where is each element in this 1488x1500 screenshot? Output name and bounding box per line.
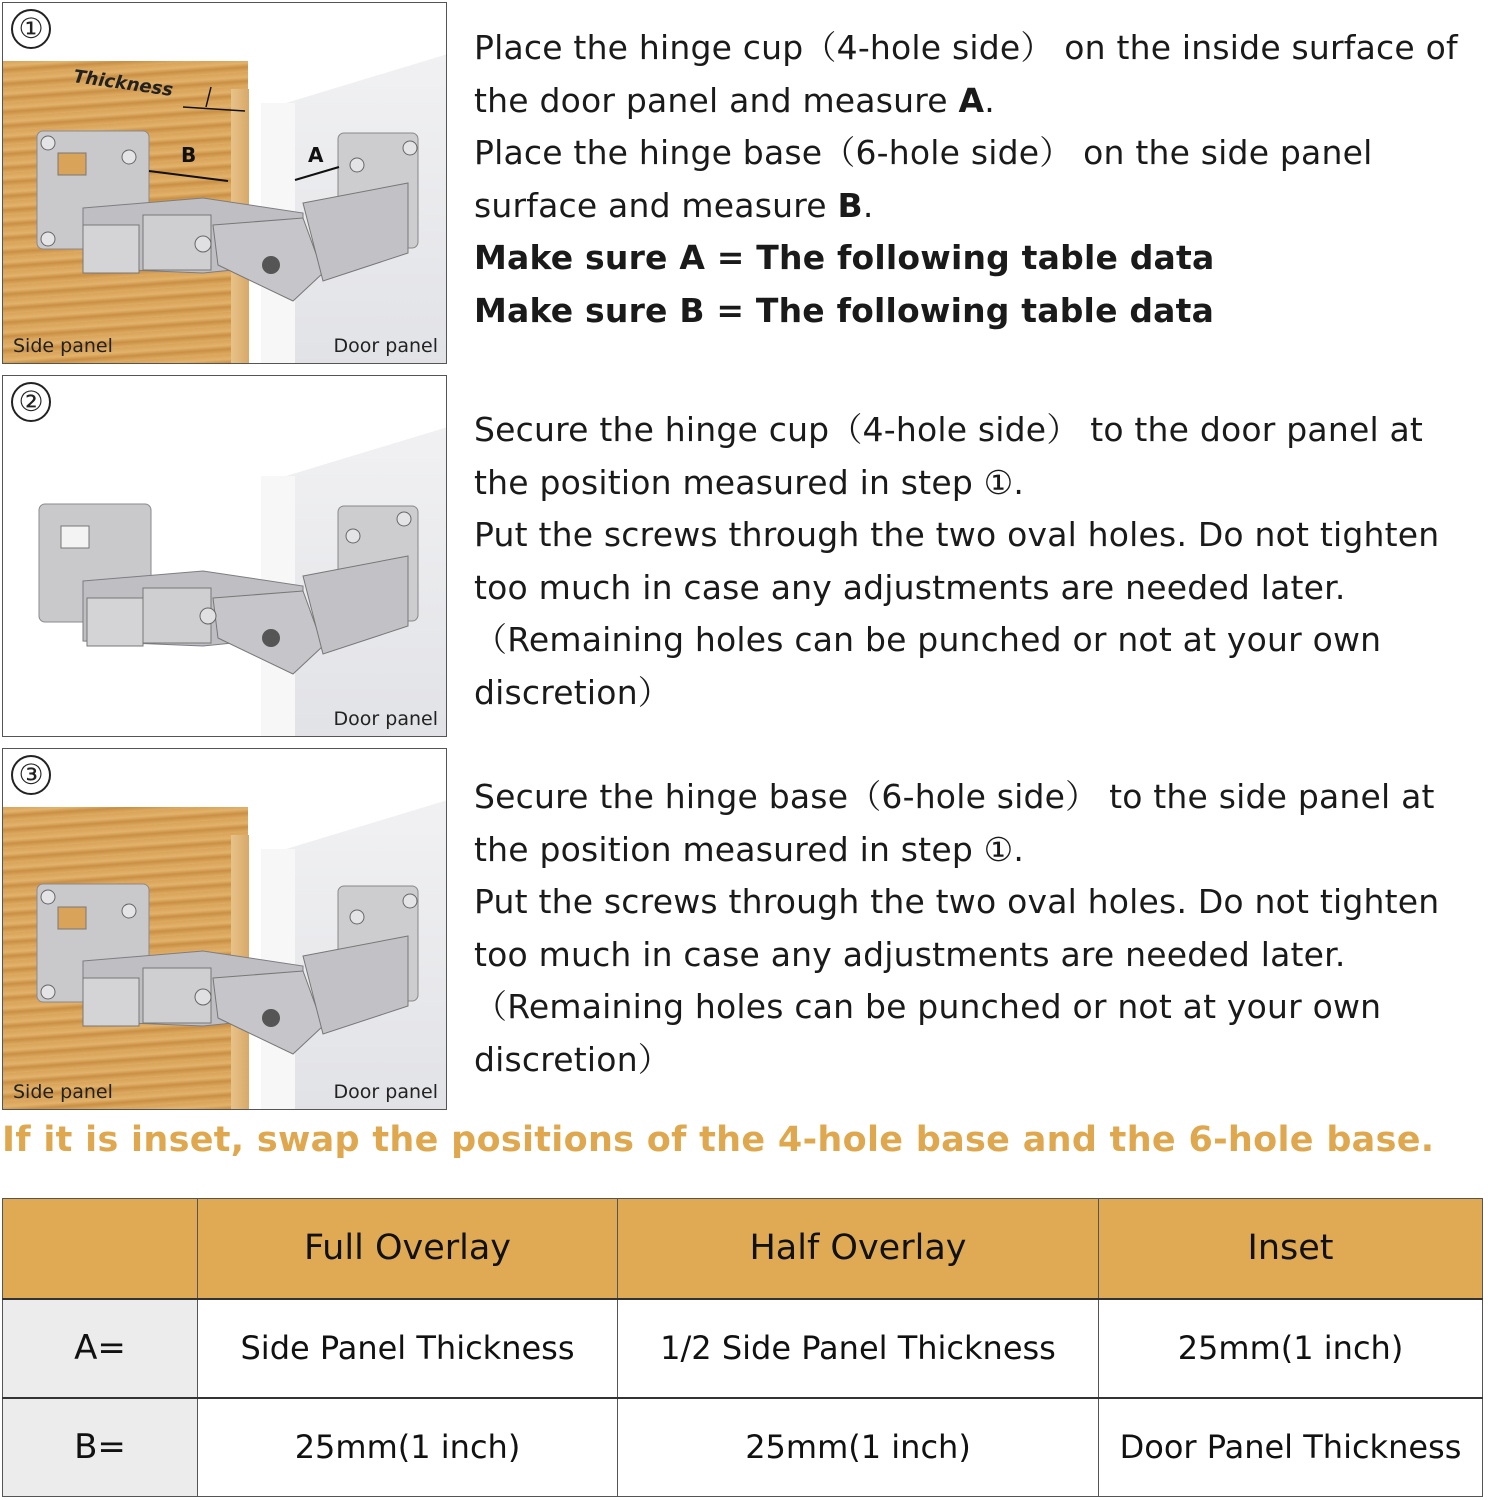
step-number-2: ② — [11, 382, 51, 422]
step-1-illustration — [2, 2, 447, 364]
row-label-b: B= — [3, 1398, 198, 1497]
dimension-b-label: B — [181, 143, 197, 167]
step-3-line-2: the position measured in step ①. — [474, 829, 1025, 869]
step-3-line-6: discretion） — [474, 1039, 672, 1079]
cell-b-half-overlay: 25mm(1 inch) — [618, 1398, 1099, 1497]
cell-b-inset: Door Panel Thickness — [1099, 1398, 1483, 1497]
step-2-line-3: Put the screws through the two oval holes. Do not tighten — [474, 515, 1440, 554]
side-panel-label: Side panel — [13, 335, 113, 357]
step-2-instructions — [474, 404, 1484, 719]
side-panel-label: Side panel — [13, 1081, 113, 1103]
step-3-line-1: Secure the hinge base（6-hole side） to the side panel at — [474, 777, 1435, 816]
header-inset: Inset — [1099, 1199, 1483, 1299]
step-number-3: ③ — [11, 755, 51, 795]
step-3-line-5: （Remaining holes can be punched or not at your own — [474, 987, 1382, 1026]
cell-a-inset: 25mm(1 inch) — [1099, 1299, 1483, 1398]
make-sure-a-line: Make sure A = The following table data — [474, 238, 1215, 277]
step-3-line-4: too much in case any adjustments are needed later. — [474, 934, 1346, 974]
measure-a-bold: A — [958, 80, 985, 120]
cell-a-full-overlay: Side Panel Thickness — [198, 1299, 618, 1398]
measure-b-bold: B — [837, 185, 863, 225]
door-panel-label: Door panel — [333, 1081, 438, 1103]
header-half-overlay: Half Overlay — [618, 1199, 1099, 1299]
step-2-line-1: Secure the hinge cup（4-hole side） to the door panel at — [474, 410, 1424, 449]
period: . — [984, 80, 995, 120]
step-3-instructions — [474, 771, 1484, 1086]
step-number-1: ① — [11, 9, 51, 49]
header-empty — [3, 1199, 198, 1299]
row-label-a: A= — [3, 1299, 198, 1398]
step-1-line-1: Place the hinge cup（4-hole side） on the inside surface of — [474, 28, 1458, 67]
dimension-a-label: A — [308, 143, 324, 167]
door-panel-label: Door panel — [333, 335, 438, 357]
thickness-label: Thickness — [72, 66, 175, 101]
door-panel-label: Door panel — [333, 708, 438, 730]
table-header-row — [3, 1199, 1483, 1299]
step-2-line-2: the position measured in step ①. — [474, 462, 1025, 502]
make-sure-b-line: Make sure B = The following table data — [474, 290, 1215, 330]
step-3-line-3: Put the screws through the two oval holes. Do not tighten — [474, 882, 1440, 921]
measurement-table — [2, 1198, 1483, 1497]
period: . — [862, 185, 874, 225]
step-1-line-3: Place the hinge base（6-hole side） on the side panel — [474, 133, 1373, 172]
step-2-line-4: too much in case any adjustments are needed later. — [474, 567, 1346, 607]
step-1-instructions — [474, 22, 1484, 337]
step-1-line-4 — [474, 180, 1484, 233]
step-2-line-5: （Remaining holes can be punched or not at your own — [474, 620, 1382, 659]
header-full-overlay: Full Overlay — [198, 1199, 618, 1299]
step-2-illustration — [2, 375, 447, 737]
cell-a-half-overlay: 1/2 Side Panel Thickness — [618, 1299, 1099, 1398]
step-3-illustration — [2, 748, 447, 1110]
step-1-line-2 — [474, 75, 1484, 128]
inset-notice: If it is inset, swap the positions of the 4-hole base and the 6-hole base. — [2, 1120, 1435, 1160]
step-1-line-2-text: the door panel and measure — [474, 80, 959, 120]
table-row — [3, 1299, 1483, 1398]
table-row — [3, 1398, 1483, 1497]
cell-b-full-overlay: 25mm(1 inch) — [198, 1398, 618, 1497]
step-1-line-4-text: surface and measure — [474, 185, 838, 225]
step-2-line-6: discretion） — [474, 672, 672, 712]
